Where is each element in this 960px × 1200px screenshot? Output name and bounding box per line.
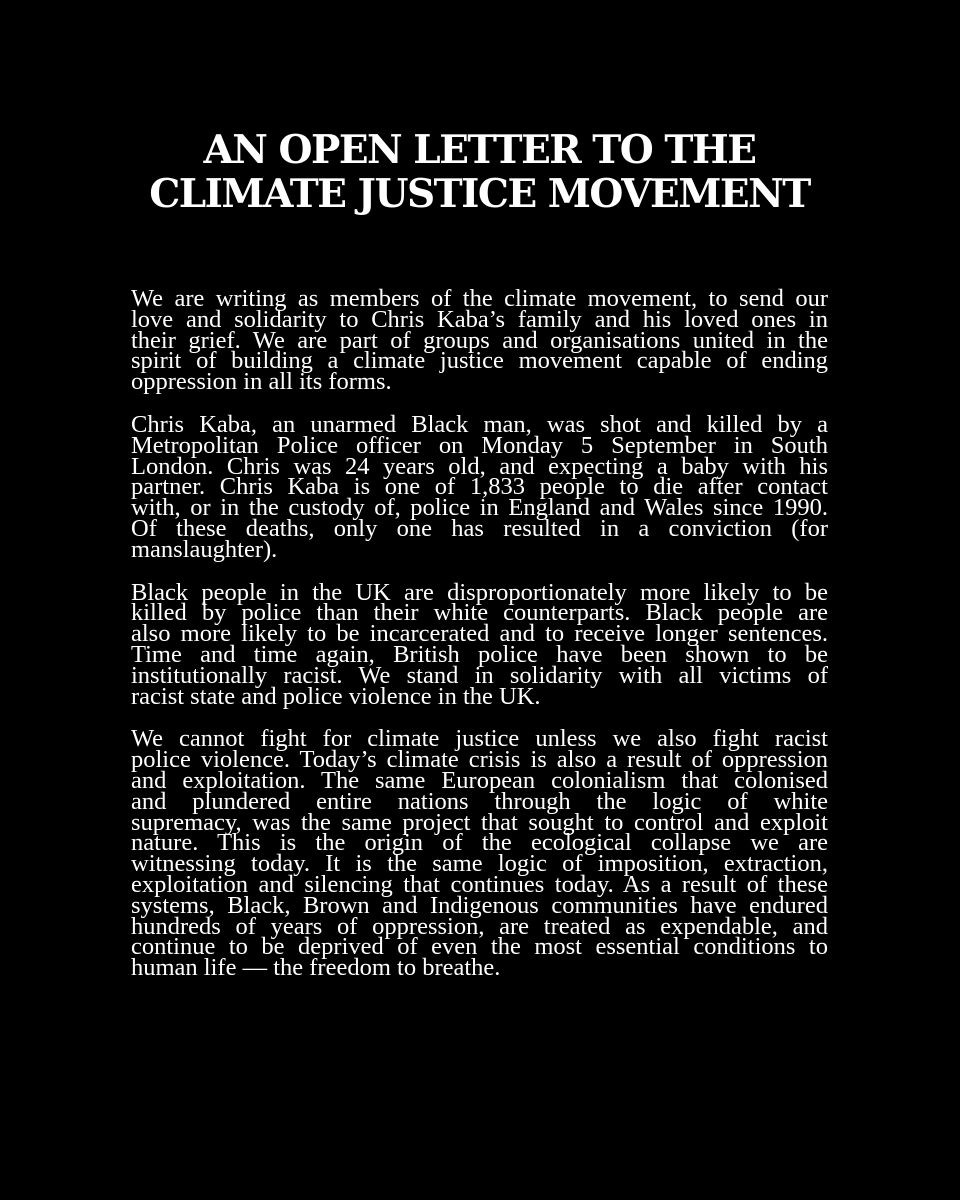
paragraph-line: Black people in the UK are disproportionately more likely to be [131,578,828,606]
paragraph-line: London. Chris was 24 years old, and expecting a baby with his [131,452,828,480]
paragraph-line: continue to be deprived of even the most essential conditions to [131,933,828,961]
paragraph-line: also more likely to be incarcerated and to receive longer sentences. [131,620,828,648]
paragraph-line: Of these deaths, only one has resulted in a conviction (for [131,514,828,542]
paragraph-line: police violence. Today’s climate crisis is also a result of oppression [131,746,828,774]
paragraph-line: Chris Kaba, an unarmed Black man, was shot and killed by a [131,410,828,438]
paragraph-line: and plundered entire nations through the logic of white [131,787,828,815]
paragraph-line: manslaughter). [131,535,278,563]
paragraph-line: partner. Chris Kaba is one of 1,833 people to die after contact [131,473,828,501]
paragraph-line: love and solidarity to Chris Kaba’s family and his loved ones in [131,305,828,333]
letter-title [131,128,828,216]
letter-paragraph [131,578,828,710]
letter-paragraph [131,285,828,396]
paragraph-line: racist state and police violence in the UK. [131,682,541,710]
paragraph-line: hundreds of years of oppression, are treated as expendable, and [131,912,828,940]
paragraph-line: and exploitation. The same European colonialism that colonised [131,766,828,794]
paragraph-line: oppression in all its forms. [131,368,392,396]
paragraph-line: their grief. We are part of groups and organisations united in the [131,326,828,354]
paragraph-line: Time and time again, British police have been shown to be [131,640,828,668]
letter-body [131,285,828,982]
paragraph-line: We are writing as members of the climate movement, to send our [131,285,828,312]
paragraph-line: We cannot fight for climate justice unless we also fight racist [131,725,828,753]
paragraph-line: killed by police than their white counterparts. Black people are [131,599,828,627]
paragraph-line: nature. This is the origin of the ecological collapse we are [131,829,828,857]
paragraph-line: supremacy, was the same project that sought to control and exploit [131,808,828,836]
letter-page [131,128,828,1001]
paragraph-line: with, or in the custody of, police in England and Wales since 1990. [131,494,828,522]
paragraph-line: systems, Black, Brown and Indigenous communities have endured [131,891,828,919]
paragraph-line: institutionally racist. We stand in solidarity with all victims of [131,661,828,689]
paragraph-line: witnessing today. It is the same logic of imposition, extraction, [131,850,828,878]
letter-paragraph [131,410,828,563]
paragraph-line: Metropolitan Police officer on Monday 5 September in South [131,431,828,459]
paragraph-line: spirit of building a climate justice movement capable of ending [131,347,828,375]
paragraph-line: human life — the freedom to breathe. [131,954,501,982]
letter-title-line: AN OPEN LETTER TO THE [203,127,756,173]
letter-paragraph [131,725,828,982]
letter-title-line: CLIMATE JUSTICE MOVEMENT [149,171,810,217]
paragraph-line: exploitation and silencing that continues today. As a result of these [131,870,828,898]
